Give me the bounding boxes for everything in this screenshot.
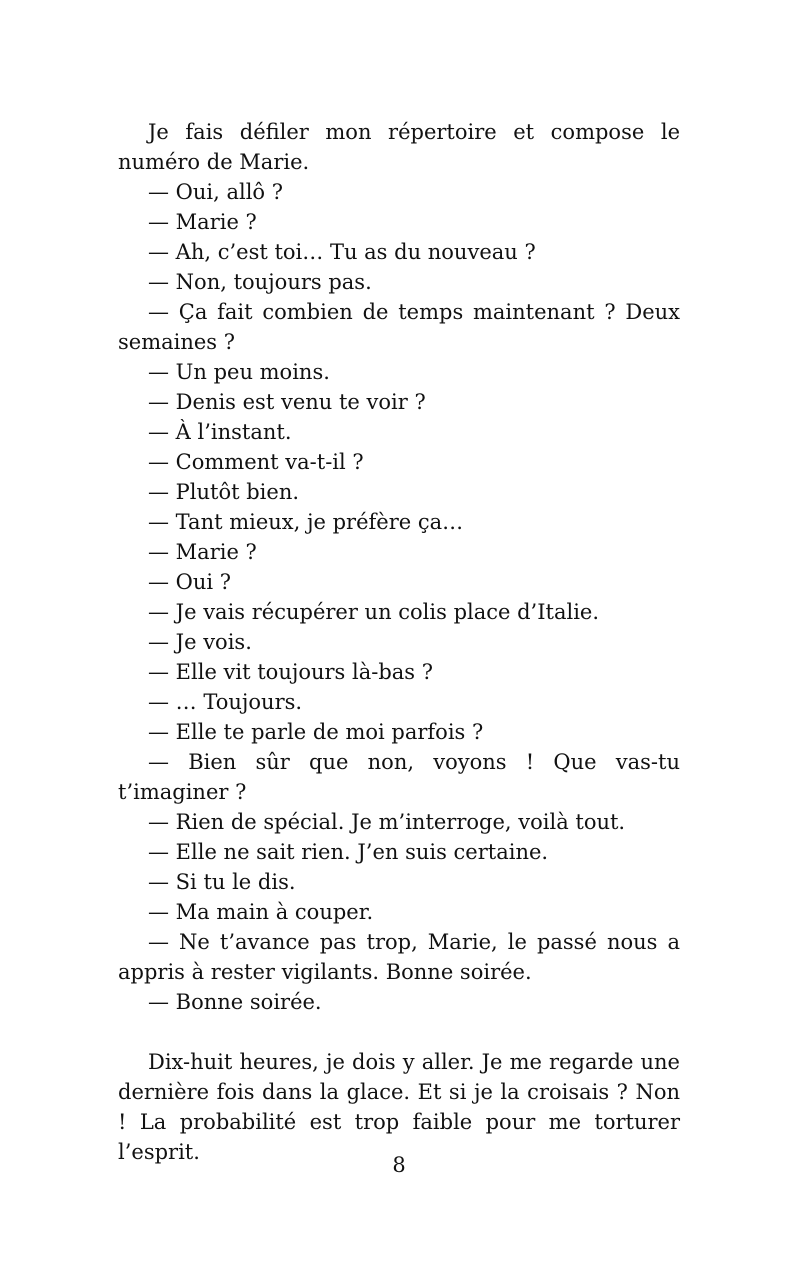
paragraph: — Je vais récupérer un colis place d’Italie. xyxy=(148,600,600,624)
paragraph: — Non, toujours pas. xyxy=(148,270,372,294)
paragraph: — Ah, c’est toi… Tu as du nouveau ? xyxy=(148,240,536,264)
dialogue-section xyxy=(118,117,680,1017)
paragraph: — Je vois. xyxy=(148,630,252,654)
paragraph: — Rien de spécial. Je m’interroge, voilà tout. xyxy=(148,810,626,834)
paragraph: — Ça fait combien de temps maintenant ? Deux semaines ? xyxy=(118,300,680,354)
paragraph: — Elle ne sait rien. J’en suis certaine. xyxy=(148,840,549,864)
section-break xyxy=(118,1017,680,1047)
body-text xyxy=(118,117,680,1167)
paragraph: — … Toujours. xyxy=(148,690,303,714)
paragraph: — Marie ? xyxy=(148,210,257,234)
paragraph: — Tant mieux, je préfère ça… xyxy=(148,510,464,534)
paragraph: — Oui ? xyxy=(148,570,232,594)
paragraph: — Bonne soirée. xyxy=(148,990,322,1014)
paragraph: — Elle te parle de moi parfois ? xyxy=(148,720,484,744)
paragraph: — Si tu le dis. xyxy=(148,870,296,894)
paragraph: — Comment va-t-il ? xyxy=(148,450,364,474)
paragraph: — Marie ? xyxy=(148,540,257,564)
paragraph: — Oui, allô ? xyxy=(148,180,284,204)
paragraph: — Un peu moins. xyxy=(148,360,330,384)
paragraph: — Ne t’avance pas trop, Marie, le passé nous a appris à rester vigilants. Bonne soirée. xyxy=(118,930,680,984)
paragraph: Dix-huit heures, je dois y aller. Je me regarde une dernière fois dans la glace. Et si je la croisais ? Non ! La probabilité est trop faible pour me torturer l’esprit. xyxy=(118,1050,680,1164)
paragraph: — Plutôt bien. xyxy=(148,480,300,504)
paragraph: — Elle vit toujours là-bas ? xyxy=(148,660,434,684)
paragraph: — Denis est venu te voir ? xyxy=(148,390,426,414)
paragraph: — Bien sûr que non, voyons ! Que vas-tu t’imaginer ? xyxy=(118,750,680,804)
paragraph: — À l’instant. xyxy=(148,420,292,444)
paragraph: — Ma main à couper. xyxy=(148,900,374,924)
page-number: 8 xyxy=(392,1153,406,1177)
paragraph: Je fais défiler mon répertoire et compose le numéro de Marie. xyxy=(118,120,680,174)
narration-section xyxy=(118,1047,680,1167)
